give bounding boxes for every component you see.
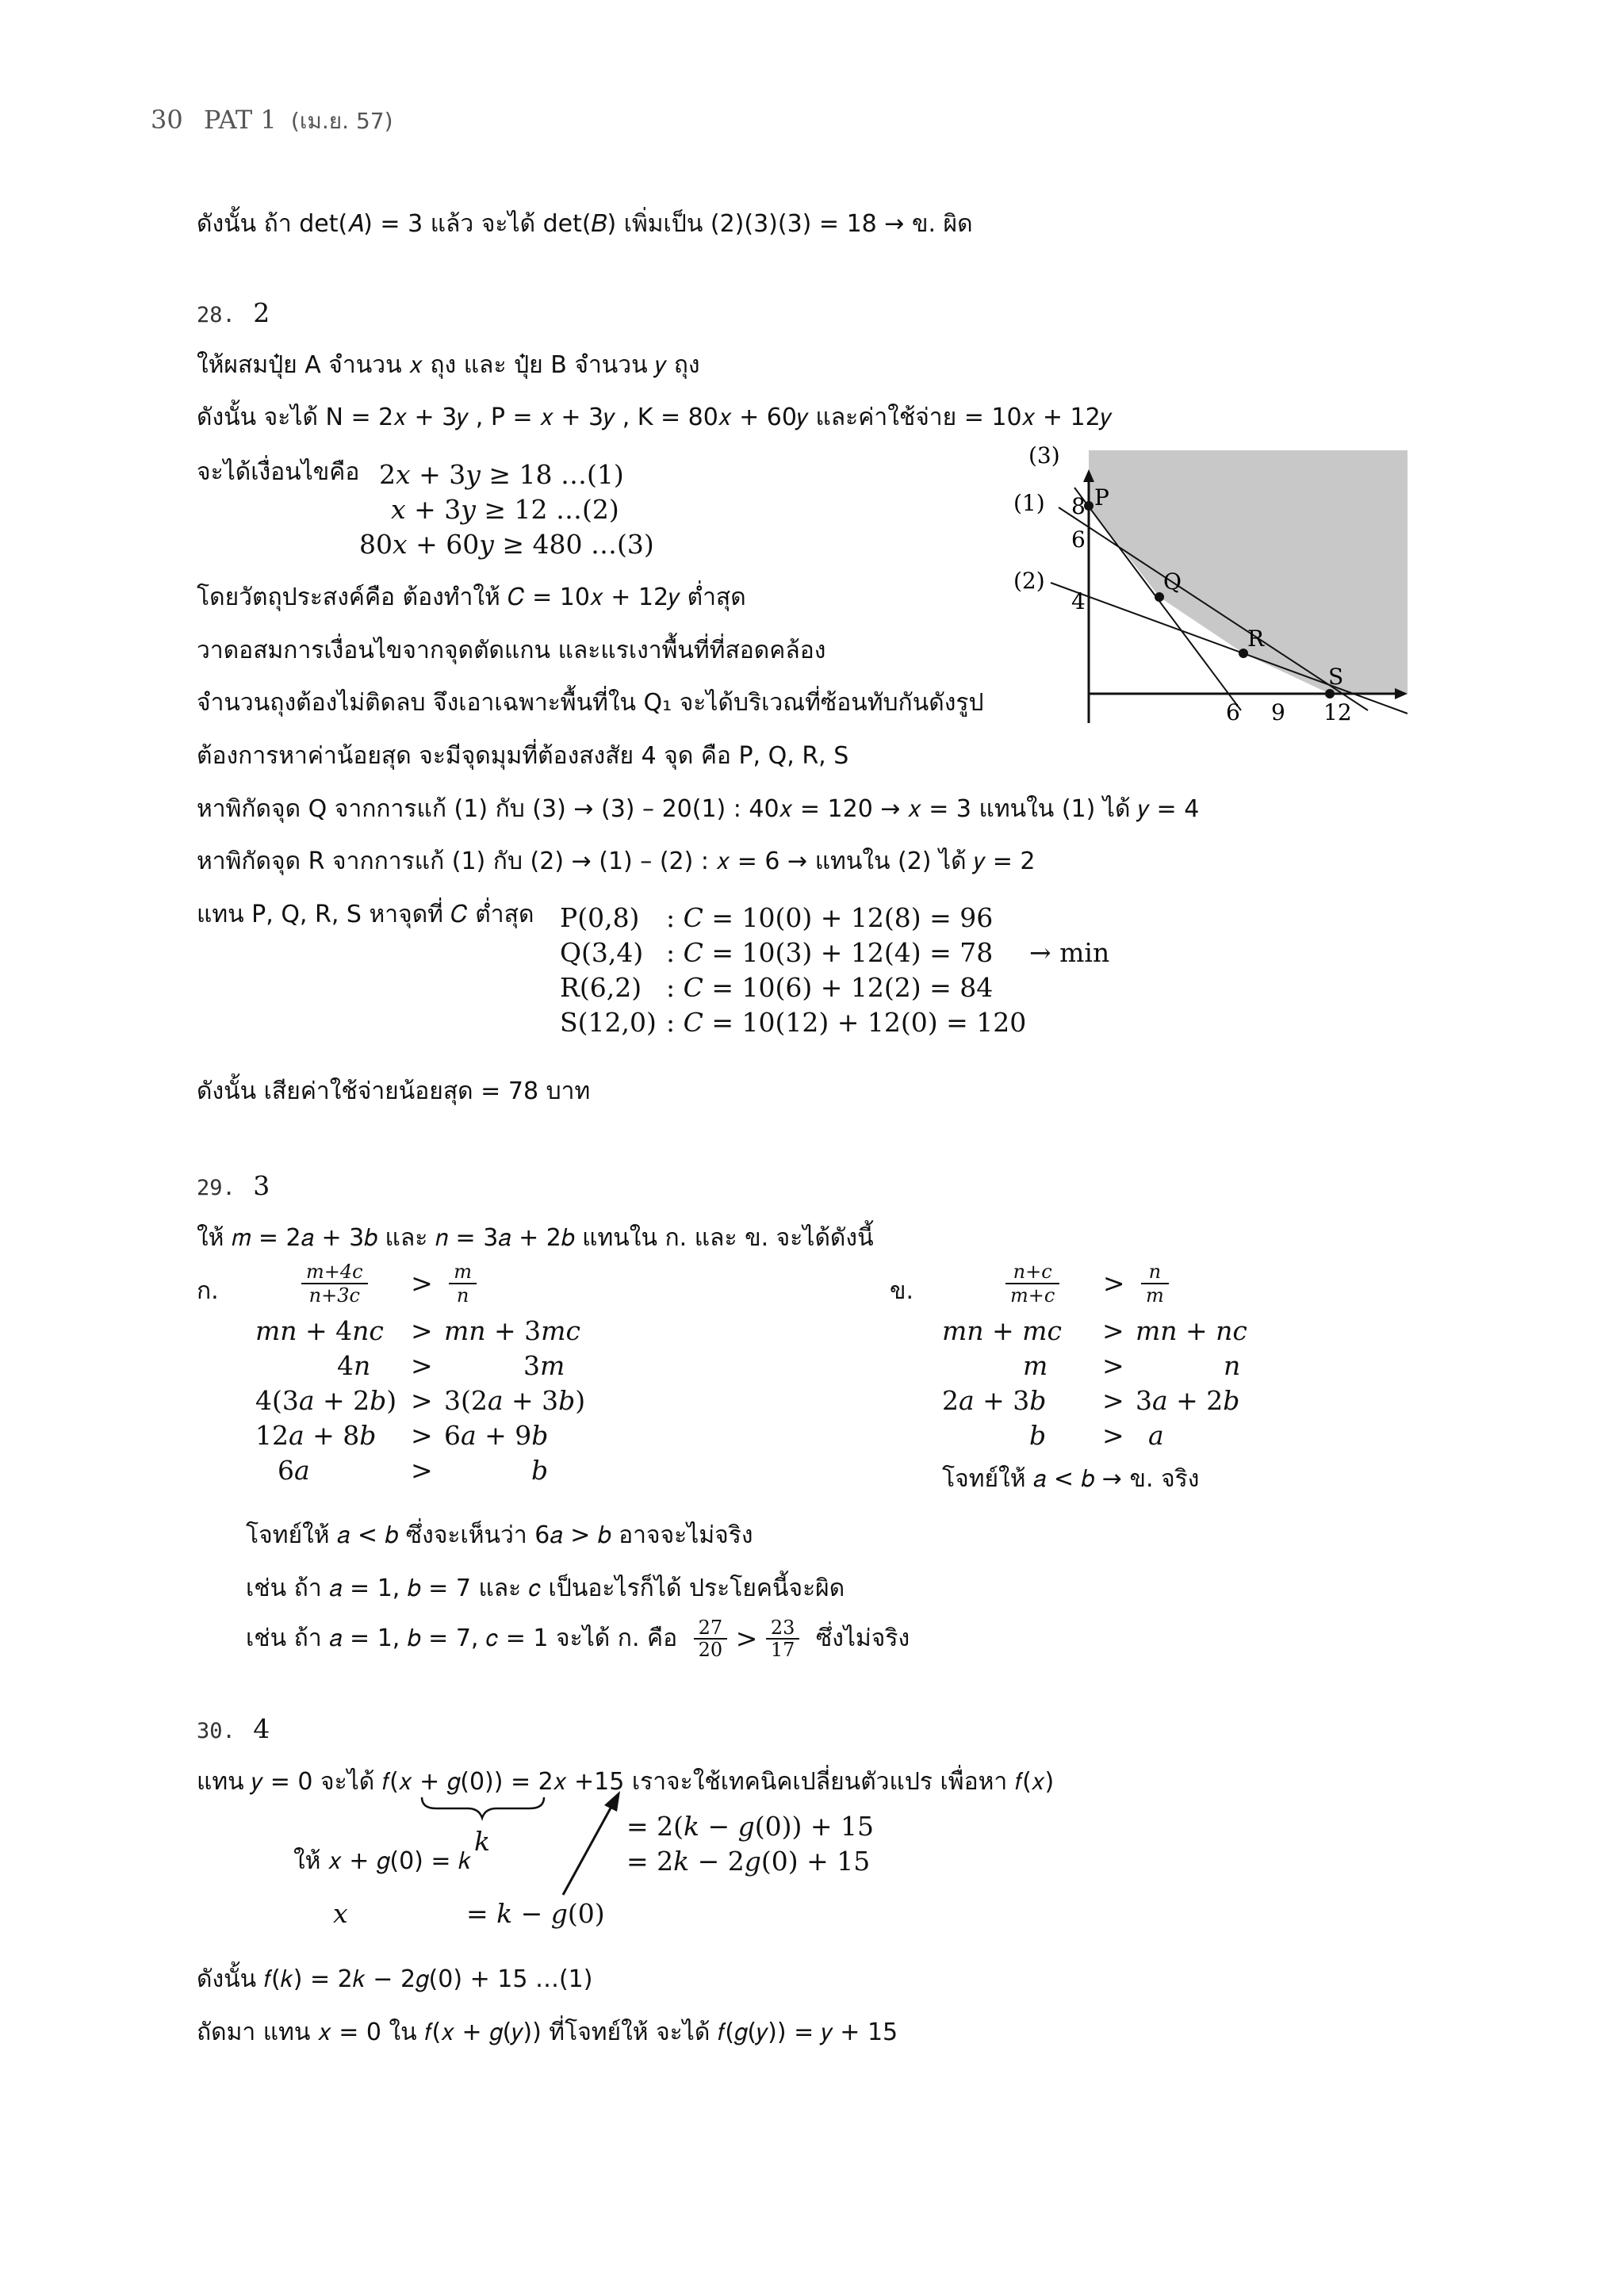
q29-number: 29. [197, 1176, 236, 1200]
q28-answer: 2 [253, 297, 270, 328]
step-rhs: 𝑏 [531, 1455, 549, 1486]
point-s-label: S [1328, 664, 1344, 690]
step-rhs: 𝑎 [1148, 1420, 1164, 1451]
point-s-marker [1325, 689, 1335, 698]
y-tick-6: 6 [1071, 526, 1086, 553]
q30-line-2: ดังนั้น 𝑓(𝑘) = 2𝑘 − 2𝑔(0) + 15 …(1) [197, 1965, 593, 1993]
q29-ka-label: ก. [197, 1277, 219, 1305]
q30-rhs-2: = 2𝑘 − 2𝑔(0) + 15 [626, 1846, 871, 1877]
q30-line-1: แทน 𝑦 = 0 จะได้ 𝑓(𝑥 + 𝑔(0)) = 2𝑥 +15 เราจะใช้เทคนิคเปลี่ยนตัวแปร เพื่อหา 𝑓(𝑥) [197, 1768, 1055, 1796]
q28-line-1: ให้ผสมปุ๋ย A จำนวน 𝑥 ถุง และ ปุ๋ย B จำนวน 𝑦 ถุง [197, 351, 700, 379]
step-lhs: 𝑚 [1023, 1350, 1048, 1381]
q28-line-8: หาพิกัดจุด R จากการแก้ (1) กับ (2) → (1) – (2) : 𝑥 = 6 → แทนใน (2) ได้ 𝑦 = 2 [197, 848, 1036, 875]
q29-ka-note-3 [246, 1617, 910, 1660]
eval-point: S(12,0) [560, 1007, 657, 1038]
q29-ka-note-2: เช่น ถ้า 𝑎 = 1, 𝑏 = 7 และ 𝑐 เป็นอะไรก็ได้ ประโยคนี้จะผิด [246, 1575, 845, 1602]
q28-cond-label: จะได้เงื่อนไขคือ [197, 458, 360, 486]
step-op: > [1102, 1350, 1124, 1381]
eval-point: R(6,2) [560, 972, 642, 1003]
q29-ka-note-1: โจทย์ให้ 𝑎 < 𝑏 ซึ่งจะเห็นว่า 6𝑎 > 𝑏 อาจจะไม่จริง [246, 1521, 753, 1549]
fraction [449, 1261, 477, 1307]
step-op: > [1102, 1385, 1124, 1416]
shaded-region [1089, 450, 1408, 694]
fraction [301, 1261, 368, 1307]
exam-title: PAT 1 [203, 105, 277, 135]
fraction-denominator: m [1145, 1284, 1164, 1307]
q28-constraint-3: 80𝑥 + 60𝑦 ≥ 480 …(3) [359, 529, 654, 560]
line-label-3: (3) [1028, 442, 1060, 469]
q29-answer: 3 [253, 1170, 270, 1201]
fraction-numerator: 23 [766, 1617, 800, 1640]
q28-heading [197, 297, 270, 332]
step-rhs: 𝑛 [1224, 1350, 1241, 1381]
eval-point: P(0,8) [560, 902, 640, 933]
greater-than: > [735, 1623, 758, 1654]
x-tick-6: 6 [1226, 699, 1240, 725]
y-tick-4: 4 [1071, 588, 1086, 614]
fraction-numerator: m+4c [301, 1261, 368, 1284]
fraction-denominator: n [456, 1284, 469, 1307]
q28-line-7: หาพิกัดจุด Q จากการแก้ (1) กับ (3) → (3) – 20(1) : 40𝑥 = 120 → 𝑥 = 3 แทนใน (1) ได้ 𝑦 = 4 [197, 795, 1200, 823]
x-tick-12: 12 [1323, 699, 1352, 725]
step-rhs: 𝑚𝑛 + 𝑛𝑐 [1136, 1315, 1247, 1346]
step-op: > [411, 1385, 433, 1416]
q28-constraint-1: 2𝑥 + 3𝑦 ≥ 18 …(1) [379, 459, 624, 490]
q28-constraint-2: 𝑥 + 3𝑦 ≥ 12 …(2) [391, 494, 619, 525]
step-lhs: 𝑚𝑛 + 4𝑛𝑐 [255, 1315, 384, 1346]
step-op: > [1102, 1315, 1124, 1346]
step-lhs: 4(3𝑎 + 2𝑏) [255, 1385, 397, 1416]
q30-rhs-1: = 2(𝑘 − 𝑔(0)) + 15 [626, 1811, 875, 1842]
q29-kho-fraction-line [1005, 1261, 1169, 1307]
q28-line-5: จำนวนถุงต้องไม่ติดลบ จึงเอาเฉพาะพื้นที่ใน Q₁ จะได้บริเวณที่ซ้อนทับกันดังรูป [197, 689, 984, 717]
q28-line-9: แทน P, Q, R, S หาจุดที่ 𝐶 ต่ำสุด [197, 901, 534, 928]
fraction-numerator: n+c [1005, 1261, 1059, 1284]
q29-heading [197, 1169, 270, 1205]
fraction-numerator: 27 [694, 1617, 728, 1640]
step-rhs: 3(2𝑎 + 3𝑏) [444, 1385, 586, 1416]
x-tick-9: 9 [1271, 699, 1285, 725]
fraction [1005, 1261, 1059, 1307]
eval-min-note: → min [1029, 937, 1110, 968]
step-op: > [411, 1350, 433, 1381]
line-label-2: (2) [1013, 568, 1045, 594]
q28-conclusion: ดังนั้น เสียค่าใช้จ่ายน้อยสุด = 78 บาท [197, 1077, 591, 1105]
exam-month: (เม.ย. 57) [290, 108, 393, 134]
note-text: เช่น ถ้า 𝑎 = 1, 𝑏 = 7, 𝑐 = 1 จะได้ ก. คือ [246, 1624, 678, 1652]
fraction-numerator: n [1141, 1261, 1169, 1284]
substitution-arrow-head [604, 1791, 620, 1812]
y-tick-8: 8 [1071, 493, 1086, 519]
fraction-numerator: m [449, 1261, 477, 1284]
substitution-arrow [563, 1805, 612, 1895]
underbrace [422, 1797, 544, 1818]
fraction-denominator: 17 [770, 1639, 795, 1661]
q30-line-3: ถัดมา แทน 𝑥 = 0 ใน 𝑓(𝑥 + 𝑔(𝑦)) ที่โจทย์ให้ จะได้ 𝑓(𝑔(𝑦)) = 𝑦 + 15 [197, 2019, 898, 2046]
prev-conclusion: ดังนั้น ถ้า det(𝐴) = 3 แล้ว จะได้ det(𝐵) เพิ่มเป็น (2)(3)(3) = 18 → ข. ผิด [197, 210, 973, 238]
q28-line-6: ต้องการหาค่าน้อยสุด จะมีจุดมุมที่ต้องสงสัย 4 จุด คือ P, Q, R, S [197, 742, 849, 770]
q28-line-4: วาดอสมการเงื่อนไขจากจุดตัดแกน และแรเงาพื้นที่ที่สอดคล้อง [197, 637, 826, 664]
q28-line-3: โดยวัตถุประสงค์คือ ต้องทำให้ 𝐶 = 10𝑥 + 12𝑦 ต่ำสุด [197, 584, 746, 611]
eval-point: Q(3,4) [560, 937, 644, 968]
step-op: > [1102, 1420, 1124, 1451]
eval-expression: : 𝐶 = 10(12) + 12(0) = 120 [666, 1007, 1027, 1038]
step-lhs: 12𝑎 + 8𝑏 [255, 1420, 377, 1451]
eval-expression: : 𝐶 = 10(6) + 12(2) = 84 [666, 972, 994, 1003]
q30-number: 30. [197, 1719, 236, 1743]
point-p-label: P [1094, 484, 1109, 511]
page-number: 30 [151, 105, 183, 135]
fraction [766, 1617, 800, 1660]
point-r-label: R [1247, 626, 1265, 652]
fraction-denominator: n+3c [308, 1284, 360, 1307]
q30-let: ให้ 𝑥 + 𝑔(0) = 𝑘 [293, 1847, 472, 1875]
step-rhs: 3𝑚 [523, 1350, 565, 1381]
step-op: > [411, 1455, 433, 1486]
eval-expression: : 𝐶 = 10(3) + 12(4) = 78 [666, 937, 994, 968]
feasible-region-graph [995, 436, 1408, 737]
step-op: > [411, 1315, 433, 1346]
note-text: ซึ่งไม่จริง [815, 1624, 910, 1652]
q30-heading [197, 1712, 270, 1748]
line-label-1: (1) [1013, 490, 1045, 516]
q30-x-rhs: = 𝑘 − 𝑔(0) [466, 1898, 605, 1929]
q29-kho-label: ข. [890, 1277, 914, 1305]
step-lhs: 6𝑎 [278, 1455, 310, 1486]
step-rhs: 6𝑎 + 9𝑏 [444, 1420, 549, 1451]
greater-than: > [1102, 1268, 1125, 1299]
q30-answer: 4 [253, 1713, 270, 1744]
fraction-denominator: 20 [698, 1639, 723, 1661]
q28-number: 28. [197, 303, 236, 327]
page-header [151, 103, 393, 138]
step-op: > [411, 1420, 433, 1451]
q30-x: 𝑥 [333, 1898, 348, 1929]
q28-line-2: ดังนั้น จะได้ N = 2𝑥 + 3𝑦 , P = 𝑥 + 3𝑦 , K = 80𝑥 + 60𝑦 และค่าใช้จ่าย = 10𝑥 + 12𝑦 [197, 404, 1112, 431]
step-lhs: 4𝑛 [337, 1350, 371, 1381]
greater-than: > [411, 1268, 433, 1299]
step-rhs: 3𝑎 + 2𝑏 [1136, 1385, 1240, 1416]
fraction-denominator: m+c [1010, 1284, 1055, 1307]
step-lhs: 2𝑎 + 3𝑏 [942, 1385, 1047, 1416]
q29-line-1: ให้ 𝑚 = 2𝑎 + 3𝑏 และ 𝑛 = 3𝑎 + 2𝑏 แทนใน ก. และ ข. จะได้ดังนี้ [197, 1224, 874, 1252]
step-lhs: 𝑚𝑛 + 𝑚𝑐 [942, 1315, 1062, 1346]
step-lhs: 𝑏 [1029, 1420, 1047, 1451]
q29-ka-fraction-line [301, 1261, 477, 1307]
fraction [1141, 1261, 1169, 1307]
step-rhs: 𝑚𝑛 + 3𝑚𝑐 [444, 1315, 580, 1346]
point-q-label: Q [1163, 568, 1182, 595]
eval-expression: : 𝐶 = 10(0) + 12(8) = 96 [666, 902, 994, 933]
fraction [694, 1617, 728, 1660]
q29-kho-note: โจทย์ให้ 𝑎 < 𝑏 → ข. จริง [942, 1465, 1200, 1493]
brace-label: 𝑘 [474, 1826, 490, 1857]
